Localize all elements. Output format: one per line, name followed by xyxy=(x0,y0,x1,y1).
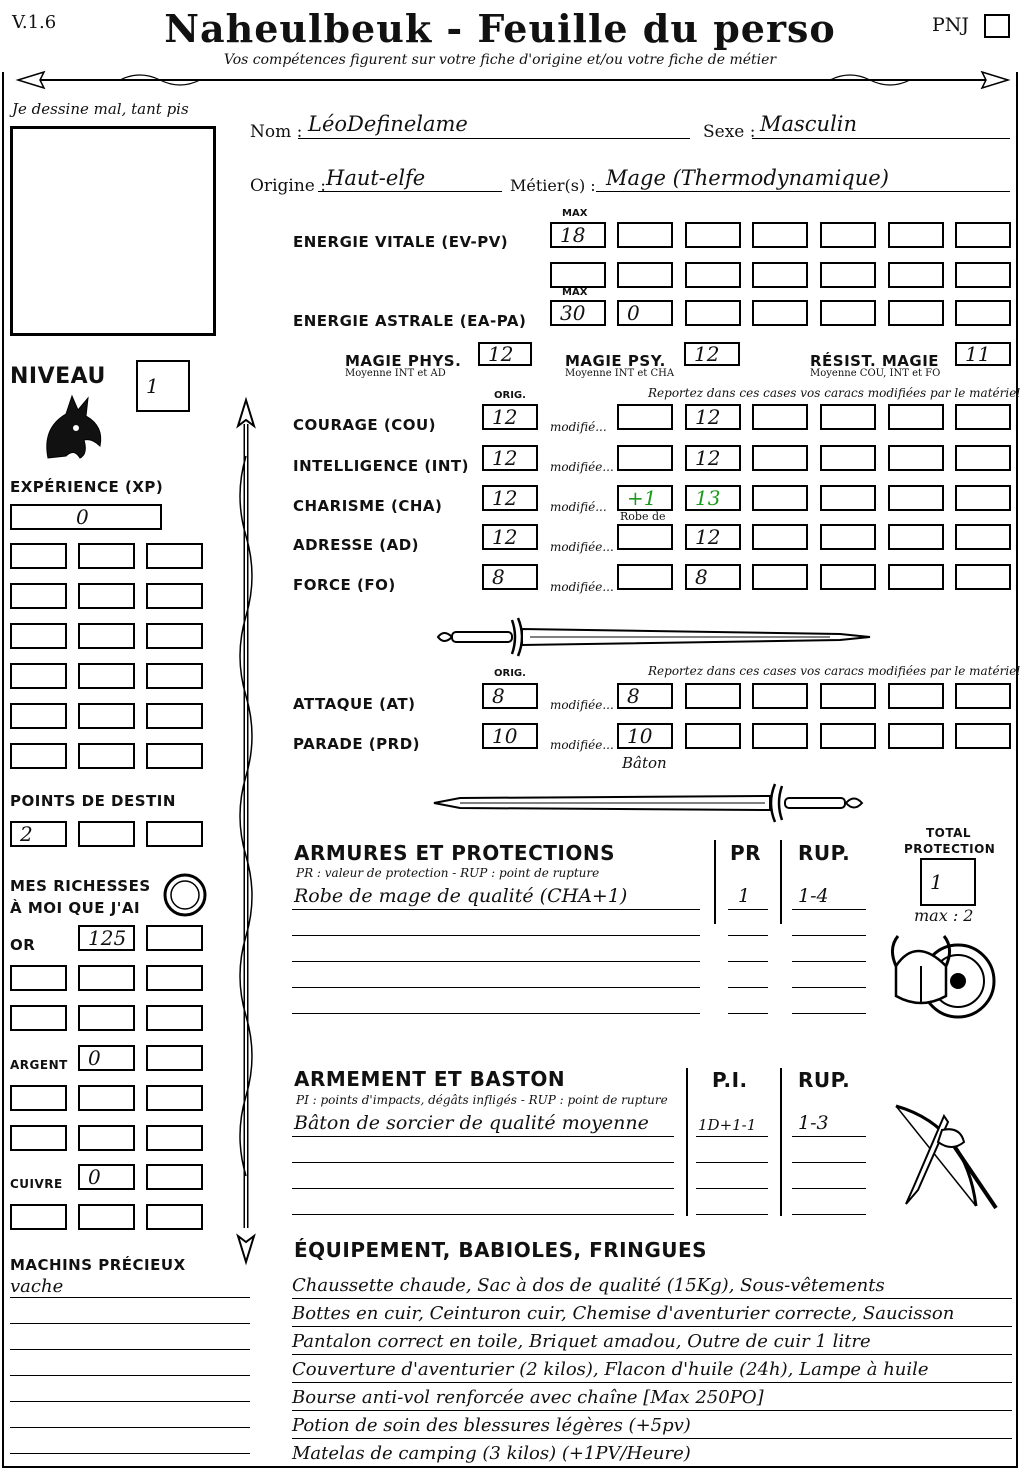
equipment-line[interactable]: Potion de soin des blessures légères (+5pv) xyxy=(292,1414,1012,1439)
ev-box[interactable] xyxy=(685,222,741,248)
ad-orig-box[interactable]: 12 xyxy=(482,524,538,550)
equipment-line[interactable]: Couverture d'aventurier (2 kilos), Flacon d'huile (24h), Lampe à huile xyxy=(292,1358,1012,1383)
xp-extra-box[interactable] xyxy=(78,543,135,569)
prd-note: Bâton xyxy=(622,754,667,772)
cou-box[interactable] xyxy=(820,404,876,430)
fo-modif-label: modifiée... xyxy=(550,580,614,594)
resist-magie-label: RÉSIST. MAGIE xyxy=(810,352,940,370)
ea-label: ENERGIE ASTRALE (EA-PA) xyxy=(293,312,527,330)
fo-box[interactable] xyxy=(820,564,876,590)
page-subtitle: Vos compétences figurent sur votre fiche d'origine et/ou votre fiche de métier xyxy=(223,52,777,68)
ev-box[interactable] xyxy=(550,262,606,288)
weapon-row-pi[interactable]: 1D+1-1 xyxy=(698,1116,757,1134)
total-protection-box[interactable]: 1 xyxy=(920,858,976,906)
cou-box[interactable] xyxy=(955,404,1011,430)
total-protection-max: max : 2 xyxy=(914,906,974,925)
magie-psy-label: MAGIE PSY. xyxy=(565,352,666,370)
xp-extra-box[interactable] xyxy=(78,583,135,609)
pnj-label: PNJ xyxy=(932,14,970,36)
at-label: ATTAQUE (AT) xyxy=(293,695,416,713)
xp-extra-box[interactable] xyxy=(10,543,67,569)
at-value-box[interactable]: 8 xyxy=(617,683,673,709)
ev-max-box[interactable]: 18 xyxy=(550,222,606,248)
equipment-line[interactable]: Bourse anti-vol renforcée avec chaîne [Max 250PO] xyxy=(292,1386,1012,1411)
argent-label: ARGENT xyxy=(10,1058,68,1072)
at-box[interactable] xyxy=(685,683,741,709)
xp-extra-box[interactable] xyxy=(10,663,67,689)
int-orig-box[interactable]: 12 xyxy=(482,445,538,471)
orig-label: ORIG. xyxy=(494,390,526,401)
at-box[interactable] xyxy=(955,683,1011,709)
cha-value-box[interactable]: 13 xyxy=(685,485,741,511)
cha-label: CHARISME (CHA) xyxy=(293,497,443,515)
ev-box[interactable] xyxy=(955,262,1011,288)
equipment-line[interactable]: Chaussette chaude, Sac à dos de qualité (15Kg), Sous-vêtements xyxy=(292,1274,1012,1299)
fo-label: FORCE (FO) xyxy=(293,576,396,594)
ev-box[interactable] xyxy=(955,222,1011,248)
or-box[interactable] xyxy=(10,965,67,991)
int-mod-box[interactable] xyxy=(617,445,673,471)
cha-box[interactable] xyxy=(752,485,808,511)
weapon-row-name[interactable]: Bâton de sorcier de qualité moyenne xyxy=(294,1112,649,1134)
magie-phys-label: MAGIE PHYS. xyxy=(345,352,462,370)
ev-box[interactable] xyxy=(752,262,808,288)
combat-report-note: Reportez dans ces cases vos caracs modifiées par le matériel xyxy=(648,664,1021,678)
int-value-box[interactable]: 12 xyxy=(685,445,741,471)
or-box[interactable] xyxy=(78,1005,135,1031)
cou-modif-label: modifié... xyxy=(550,420,607,434)
weapons-hint: PI : points d'impacts, dégâts infligés - RUP : point de rupture xyxy=(296,1093,668,1107)
ad-modif-label: modifiée... xyxy=(550,540,614,554)
ea-box[interactable] xyxy=(752,300,808,326)
ea-box[interactable] xyxy=(955,300,1011,326)
at-box[interactable] xyxy=(752,683,808,709)
sword-icon xyxy=(430,778,875,828)
armor-title: ARMURES ET PROTECTIONS xyxy=(294,841,615,865)
cuivre-box[interactable]: 0 xyxy=(78,1164,135,1190)
argent-box[interactable]: 0 xyxy=(78,1045,135,1071)
report-note: Reportez dans ces cases vos caracs modifiées par le matériel xyxy=(648,386,1021,400)
niveau-label: NIVEAU xyxy=(10,364,106,389)
armor-pr-header: PR xyxy=(730,841,762,865)
xp-extra-box[interactable] xyxy=(146,703,203,729)
fo-orig-box[interactable]: 8 xyxy=(482,564,538,590)
xp-extra-box[interactable] xyxy=(10,703,67,729)
prd-box[interactable] xyxy=(820,723,876,749)
ad-value-box[interactable]: 12 xyxy=(685,524,741,550)
armor-hint: PR : valeur de protection - RUP : point de rupture xyxy=(296,866,600,880)
destin-box[interactable]: 2 xyxy=(10,821,67,847)
name-label: Nom : xyxy=(250,122,303,142)
portrait-caption: Je dessine mal, tant pis xyxy=(12,100,189,118)
xp-extra-box[interactable] xyxy=(146,543,203,569)
job-label: Métier(s) : xyxy=(510,176,596,195)
ea-max-label: MAX xyxy=(562,287,588,298)
cha-mod-box[interactable]: +1 xyxy=(617,485,673,511)
prd-value-box[interactable]: 10 xyxy=(617,723,673,749)
equipment-line[interactable]: Bottes en cuir, Ceinturon cuir, Chemise d'aventurier correcte, Saucisson xyxy=(292,1302,1012,1327)
cuivre-box[interactable] xyxy=(78,1204,135,1230)
xp-box[interactable]: 0 xyxy=(10,504,162,530)
magie-phys-hint: Moyenne INT et AD xyxy=(345,368,446,379)
or-box[interactable]: 125 xyxy=(78,925,135,951)
prd-box[interactable] xyxy=(752,723,808,749)
at-box[interactable] xyxy=(820,683,876,709)
argent-box[interactable] xyxy=(146,1045,203,1071)
xp-extra-box[interactable] xyxy=(78,623,135,649)
ev-box[interactable] xyxy=(617,262,673,288)
prd-box[interactable] xyxy=(888,723,944,749)
cha-modif-label: modifié... xyxy=(550,500,607,514)
xp-extra-box[interactable] xyxy=(10,623,67,649)
xp-extra-box[interactable] xyxy=(146,743,203,769)
xp-extra-box[interactable] xyxy=(146,623,203,649)
ea-box[interactable]: 0 xyxy=(617,300,673,326)
int-box[interactable] xyxy=(888,445,944,471)
richesses-label-2: À MOI QUE J'AI xyxy=(10,899,141,917)
machins-field[interactable]: vache xyxy=(10,1276,64,1297)
at-box[interactable] xyxy=(888,683,944,709)
ea-box[interactable] xyxy=(888,300,944,326)
weapons-title: ARMEMENT ET BASTON xyxy=(294,1067,566,1091)
cha-box[interactable] xyxy=(888,485,944,511)
or-box[interactable] xyxy=(10,1005,67,1031)
cuivre-box[interactable] xyxy=(10,1204,67,1230)
xp-extra-box[interactable] xyxy=(146,583,203,609)
sex-label: Sexe : xyxy=(703,122,756,142)
ev-box[interactable] xyxy=(820,222,876,248)
equipment-line[interactable]: Pantalon correct en toile, Briquet amadou, Outre de cuir 1 litre xyxy=(292,1330,1012,1355)
or-label: OR xyxy=(10,936,36,954)
magie-psy-hint: Moyenne INT et CHA xyxy=(565,368,675,379)
weapons-rup-header: RUP. xyxy=(798,1068,851,1092)
cha-box[interactable] xyxy=(820,485,876,511)
xp-extra-box[interactable] xyxy=(78,743,135,769)
xp-extra-box[interactable] xyxy=(10,583,67,609)
weapons-pi-header: P.I. xyxy=(712,1068,748,1092)
or-box[interactable] xyxy=(78,965,135,991)
equipment-line[interactable]: Matelas de camping (3 kilos) (+1PV/Heure) xyxy=(292,1442,1012,1467)
ev-box[interactable] xyxy=(820,262,876,288)
page-title: Naheulbeuk - Feuille du perso xyxy=(164,6,836,51)
ad-label: ADRESSE (AD) xyxy=(293,536,420,554)
ad-box[interactable] xyxy=(955,524,1011,550)
fo-box[interactable] xyxy=(955,564,1011,590)
xp-extra-box[interactable] xyxy=(146,663,203,689)
prd-label: PARADE (PRD) xyxy=(293,735,421,753)
ea-box[interactable] xyxy=(820,300,876,326)
xp-extra-box[interactable] xyxy=(10,743,67,769)
ev-box[interactable] xyxy=(617,222,673,248)
version-label: V.1.6 xyxy=(12,12,57,33)
job-field[interactable]: Mage (Thermodynamique) xyxy=(606,166,889,190)
sex-field[interactable]: Masculin xyxy=(760,112,858,136)
argent-box[interactable] xyxy=(146,1125,203,1151)
machins-label: MACHINS PRÉCIEUX xyxy=(10,1256,186,1274)
ev-box[interactable] xyxy=(888,222,944,248)
prd-box[interactable] xyxy=(955,723,1011,749)
cou-value-box[interactable]: 12 xyxy=(685,404,741,430)
prd-orig-box[interactable]: 10 xyxy=(482,723,538,749)
cou-mod-box[interactable] xyxy=(617,404,673,430)
or-box[interactable] xyxy=(146,965,203,991)
destin-label: POINTS DE DESTIN xyxy=(10,792,176,810)
richesses-label: MES RICHESSES xyxy=(10,877,151,895)
name-field[interactable]: LéoDefinelame xyxy=(308,112,468,136)
xp-extra-box[interactable] xyxy=(78,703,135,729)
equipment-title: ÉQUIPEMENT, BABIOLES, FRINGUES xyxy=(294,1238,708,1262)
at-orig-box[interactable]: 8 xyxy=(482,683,538,709)
or-box[interactable] xyxy=(146,925,203,951)
or-box[interactable] xyxy=(146,1005,203,1031)
int-modif-label: modifiée... xyxy=(550,460,614,474)
cha-box[interactable] xyxy=(955,485,1011,511)
armor-rup-header: RUP. xyxy=(798,841,851,865)
cou-box[interactable] xyxy=(752,404,808,430)
int-box[interactable] xyxy=(752,445,808,471)
fo-value-box[interactable]: 8 xyxy=(685,564,741,590)
magie-phys-box[interactable]: 12 xyxy=(478,342,532,366)
fo-mod-box[interactable] xyxy=(617,564,673,590)
ev-box[interactable] xyxy=(685,262,741,288)
ev-box[interactable] xyxy=(888,262,944,288)
argent-box[interactable] xyxy=(146,1085,203,1111)
at-modif-label: modifiée... xyxy=(550,698,614,712)
crossed-weapons-icon xyxy=(884,1096,1006,1218)
origin-label: Origine : xyxy=(250,176,326,196)
cou-orig-box[interactable]: 12 xyxy=(482,404,538,430)
coin-icon xyxy=(162,872,208,918)
ad-box[interactable] xyxy=(888,524,944,550)
fo-box[interactable] xyxy=(888,564,944,590)
cou-label: COURAGE (COU) xyxy=(293,416,437,434)
argent-box[interactable] xyxy=(10,1085,67,1111)
destin-box[interactable] xyxy=(146,821,203,847)
xp-label: EXPÉRIENCE (XP) xyxy=(10,478,164,496)
argent-box[interactable] xyxy=(78,1125,135,1151)
armor-row-rup[interactable]: 1-4 xyxy=(798,885,829,907)
ad-mod-box[interactable] xyxy=(617,524,673,550)
ad-box[interactable] xyxy=(752,524,808,550)
argent-box[interactable] xyxy=(78,1085,135,1111)
fo-box[interactable] xyxy=(752,564,808,590)
armor-row-pr[interactable]: 1 xyxy=(738,885,751,907)
dragon-icon xyxy=(40,392,106,464)
int-label: INTELLIGENCE (INT) xyxy=(293,457,469,475)
destin-box[interactable] xyxy=(78,821,135,847)
total-label: TOTAL xyxy=(926,826,972,840)
niveau-box[interactable]: 1 xyxy=(136,360,190,412)
protection-label: PROTECTION xyxy=(904,842,996,856)
ad-box[interactable] xyxy=(820,524,876,550)
pnj-checkbox[interactable] xyxy=(984,14,1010,38)
ev-label: ENERGIE VITALE (EV-PV) xyxy=(293,233,509,251)
spear-icon xyxy=(228,396,264,1266)
int-box[interactable] xyxy=(820,445,876,471)
sword-icon xyxy=(430,612,875,662)
ev-max-label: MAX xyxy=(562,208,588,219)
cuivre-label: CUIVRE xyxy=(10,1177,63,1191)
cuivre-box[interactable] xyxy=(146,1164,203,1190)
portrait-box[interactable] xyxy=(10,126,216,336)
xp-extra-box[interactable] xyxy=(78,663,135,689)
magie-psy-box[interactable]: 12 xyxy=(684,342,740,366)
cha-orig-box[interactable]: 12 xyxy=(482,485,538,511)
armor-row-name[interactable]: Robe de mage de qualité (CHA+1) xyxy=(294,885,628,907)
origin-field[interactable]: Haut-elfe xyxy=(326,166,426,190)
int-box[interactable] xyxy=(955,445,1011,471)
cha-mod-note: Robe de xyxy=(620,510,666,523)
cou-box[interactable] xyxy=(888,404,944,430)
helmet-shield-icon xyxy=(886,926,1006,1036)
cuivre-box[interactable] xyxy=(146,1204,203,1230)
ea-max-box[interactable]: 30 xyxy=(550,300,606,326)
ev-box[interactable] xyxy=(752,222,808,248)
combat-orig-label: ORIG. xyxy=(494,668,526,679)
ea-box[interactable] xyxy=(685,300,741,326)
argent-box[interactable] xyxy=(10,1125,67,1151)
prd-box[interactable] xyxy=(685,723,741,749)
resist-magie-hint: Moyenne COU, INT et FO xyxy=(810,368,941,379)
weapon-row-rup[interactable]: 1-3 xyxy=(798,1112,829,1134)
resist-magie-box[interactable]: 11 xyxy=(955,342,1011,366)
prd-modif-label: modifiée... xyxy=(550,738,614,752)
